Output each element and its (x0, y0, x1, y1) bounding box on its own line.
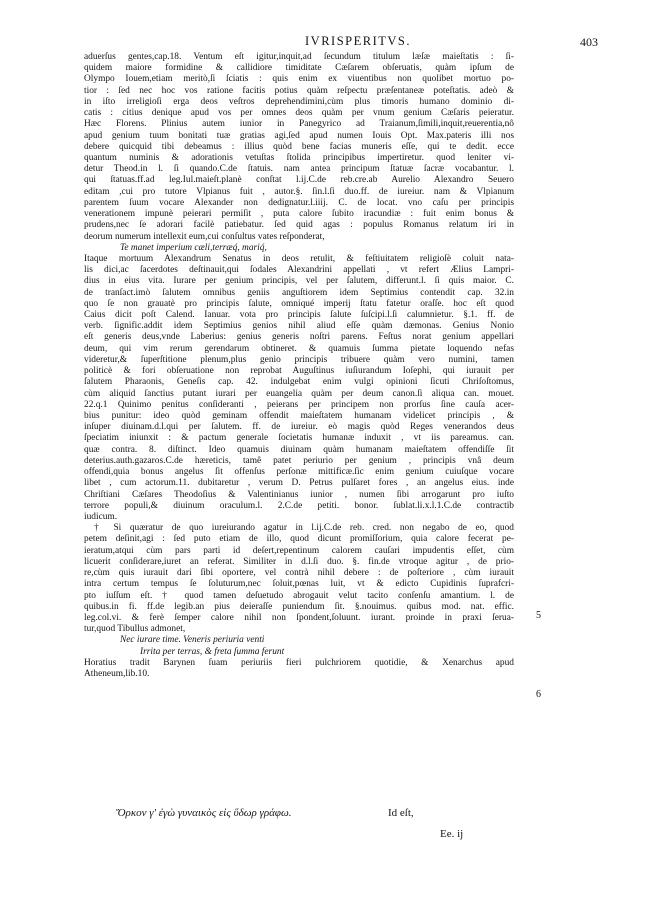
text-line: editam ,cui pro tutore Vlpianus fuit , autor.§. ſin.l.ſi duo.ff. de iureiur. nam & Vlpianum (84, 186, 514, 197)
id-est-label: Id eſt, (388, 807, 414, 819)
text-line: Olympo Iouem,etiam meritò,ſi ſciatis : quis enim ex viuentibus non quolibet mortuo po- (84, 74, 514, 85)
text-line: prudens,nec ſe adorari facilè patiebatur. ſed quid agas : populus Romanus relatum iri in (84, 220, 514, 231)
text-line: quo ſe non grauatè pro principis ſalute, omniqué imperij ſtatu fatetur oraſſe. hoc eſt quod (84, 298, 514, 309)
text-line: Atheneum,lib.10. (84, 669, 150, 680)
text-line: Caius dicit poſt Calend. Ianuar. vota pro principis ſalute ſuſcipi.l.ſi calumnietur. §.1. ff. de (84, 310, 514, 321)
text-line: Horatius tradit Barynen ſuam periuriis fieri pulchriorem quotidie, & Xenarchus apud (84, 657, 514, 668)
body-text (84, 52, 514, 680)
text-line: Hæc Florens. Plinius autem iunior in Panegyrico ad Traianum,ſimili,inquit,reuerentia,nô (84, 119, 514, 130)
text-line: iudicum. (84, 511, 118, 522)
text-line: quæ contra. 8. diſtinct. Ideo quamuis diuinam quàm humanam maieſtatem offendiſſe ſit (84, 444, 514, 455)
signature-mark: Ee. ij (440, 828, 464, 840)
text-line: deterius.auth.gazaros.C.de hæreticis, tamê patet periurio per genium , principis vnâ deum (84, 455, 514, 466)
text-line: inſuper diuinam.d.l.qui per ſalutem. ff. de iureiur. eò magis quòd Reges venerandos deus (84, 422, 514, 433)
text-line: qui ſtatuas.ff.ad leg.Iul.maieſt.planè conſtat l.ij.C.de reb.cre.ab Aurelio Alexandro Seuero (84, 175, 514, 186)
text-line: bius punitur: ideo quòd geminam offendit maieſtatem humanam videlicet principis , & (84, 411, 514, 421)
text-line: detur Theod.in l. ſi quando.C.de ſtatuis. nam antea principum ſtatuæ ſacræ vocabantur. l. (84, 164, 514, 175)
text-line: ſpeciatim iniunxit : & pactum generale ſocietatis humanæ induxit , vt iis pareamus. can. (84, 433, 514, 444)
text-line: deorum numerum intellexit eum,cui conſultus vates reſponderat, (84, 231, 325, 242)
text-line: venerationem impunè peierari permiſit , puta calore ſubito iracundiæ : fuit enim bonus & (84, 209, 514, 220)
text-line: ſalutem Pharaonis, Geneſis cap. 42. indulgebat enim vulgi opinioni ſicuti Chriſoſtomus, (84, 377, 514, 388)
text-line: Irrita per terras, & freta ſumma ferunt (140, 646, 285, 657)
greek-quotation: Ὅρκον γ' ἐγὼ γυναικὸς εἰς ὕδωρ γράφω. (116, 807, 292, 819)
text-line: terrore populi,& diuinum oraculum.l. 2.C.de petiti. bonor. ſublat.li.x.l.1.C.de contractib (84, 500, 514, 511)
text-line: parentem ſuum vocare Alexander non dedignatur.l.iiij. C. de locat. vno caſu per principis (84, 197, 514, 208)
text-line: licuerit conſiderare,iuret an referat. Similiter in d.l.ſi duo. §. fin.de vtroque agitur , de prio- (84, 556, 514, 567)
text-line: ieratum,atqui cùm pars parti id deſert,repentinum calorem cauſari impudentis eſſet, cùm (84, 545, 514, 556)
page-number: 403 (580, 35, 598, 49)
text-line: cùm aliquid ſanctius putant iurari per euangelia quàm per deum canon.ſi aliqua can. mouet. (84, 388, 514, 399)
text-line: petem deſinit,agi : ſed puto etiam de illo, quod dicunt promiſſorium, quia calore fecerat pe- (84, 534, 514, 545)
text-line: verb. ſignific.addit idem Septimius genios nihil aliud eſſe quàm dæmonas. Genius Nonio (84, 321, 514, 332)
text-line: catis : citius denique apud vos per omnes deos quàm per vnum genium Cæſaris peieratur. (84, 108, 514, 119)
text-line: leg.col.vi. & ferè ſemper calore nihil non ſpondent,ſoluunt. iurant. proinde in praxi ſerua- (84, 612, 514, 623)
text-line: Nec iurare time. Veneris periuria venti (120, 635, 265, 646)
text-line: intra certum tempus ſe ſoluturum,nec ſoluit,pœnas luit, vt & edicto Cupidinis ſuprafcri- (84, 579, 514, 590)
text-line: pto iuſſum eſt. † quod tamen deſuetudo abrogauit velut tacito conſenſu amantium. l. de (84, 590, 514, 601)
text-line: quibus.in fi. ff.de legib.an pius deieraſſe puniendum ſit. §.nouimus. quibus mod. nat. effic. (84, 601, 514, 612)
text-line: eſt generis deus,vnde Laberius: genius generis noſtri parens. Feſtus norat genium appellari (84, 332, 514, 343)
text-line: politicè & fori obſeruatione non reprobat Auguſtinus iuſiurandum Ioſephi, qui iurauit per (84, 366, 514, 377)
text-line: tur,quod Tibullus admonet, (84, 624, 186, 635)
text-line: apud genium tuum bonitati tuæ gratias agi,ſed apud numen Iouis Opt. Max.pateris illi nos (84, 130, 514, 141)
text-line: † Si quæratur de quo iureiurando agatur in l.ij.C.de reb. cred. non negabo de eo, quod (94, 523, 514, 534)
text-line: tior : ſed nec hoc vos ratione facitis potius quàm reſpectu præſentaneæ poteſtatis. adeò & (84, 85, 514, 96)
text-line: libet , cum actorum.11. dubitaretur , verum D. Petrus pulſaret fores , an angelus eius. inde (84, 478, 514, 489)
text-line: de tranſact.imò ſalutem omnibus geniis anguſtiorem idem Septimius contendit cap. 32.in (84, 287, 514, 298)
text-line: Itaque mortuum Alexandrum Senatus in deos retulit, & feſtiuitatem religioſè coluit nata- (84, 253, 514, 264)
text-line: aduerſus gentes,cap.18. Ventum eſt igitur,inquit,ad ſecundum titulum læſæ maieſtatis : ſi- (84, 52, 514, 62)
text-line: in iſto irreligioſi erga deos veſtros deprehendimini,cùm plus timoris humano dominio di- (84, 96, 514, 107)
text-line: offendi,quia bonus angelus ſit offenſus perſonæ mittificæ.ſic enim genium cuiuſque vocare (84, 467, 514, 478)
margin-note-5: 5 (536, 610, 541, 621)
text-line: re,cùm quis iurauit dari ſibi oportere, vel contrà nihil debere : de poſteriore , cùm iurauit (84, 568, 514, 579)
text-line: Te manet imperium cæli,terræq́, mariq́, (120, 242, 267, 253)
text-line: lis dici,ac ſacerdotes deſtinauit,qui ſodales Alexandrini appellati , vt refert Ælius Lampri- (84, 265, 514, 276)
text-line: dius in eius vita. Iurare per genium principis, vel per ſalutem, differunt.l. ſi quis maior. C. (84, 276, 514, 287)
text-line: 22.q.1 Quinimo penitus conſideranti , peierans per principem non prorſus ſine cauſa acer- (84, 399, 514, 410)
text-line: videretur,& ſuperſtitione plenum,plus genio principis tribuere quàm vero numini, tamen (84, 354, 514, 365)
running-head: IVRISPERITVS. (305, 34, 411, 48)
margin-note-6: 6 (536, 689, 541, 700)
text-line: debere quicquid tibi debeamus : illius quòd bene facias muneris eſſe, qui te dedit. ecce (84, 141, 514, 152)
page-header (118, 34, 598, 50)
text-line: Chriſtiani Cæſares Theodoſius & Valentinianus iunior , numen ſibi arrogarunt pro iuſto (84, 489, 514, 500)
text-line: deum, qui vim rerum gerendarum obtineret. & quamuis ſumma pietate loquendo nefas (84, 343, 514, 354)
text-line: quantum numinis & adorationis vetuſtas ſtolida principibus impertiretur. quod leniter vi- (84, 152, 514, 163)
text-line: quidem maiore formidine & callidiore timiditate Cæſarem obſeruatis, quàm ipſum de (84, 63, 514, 74)
